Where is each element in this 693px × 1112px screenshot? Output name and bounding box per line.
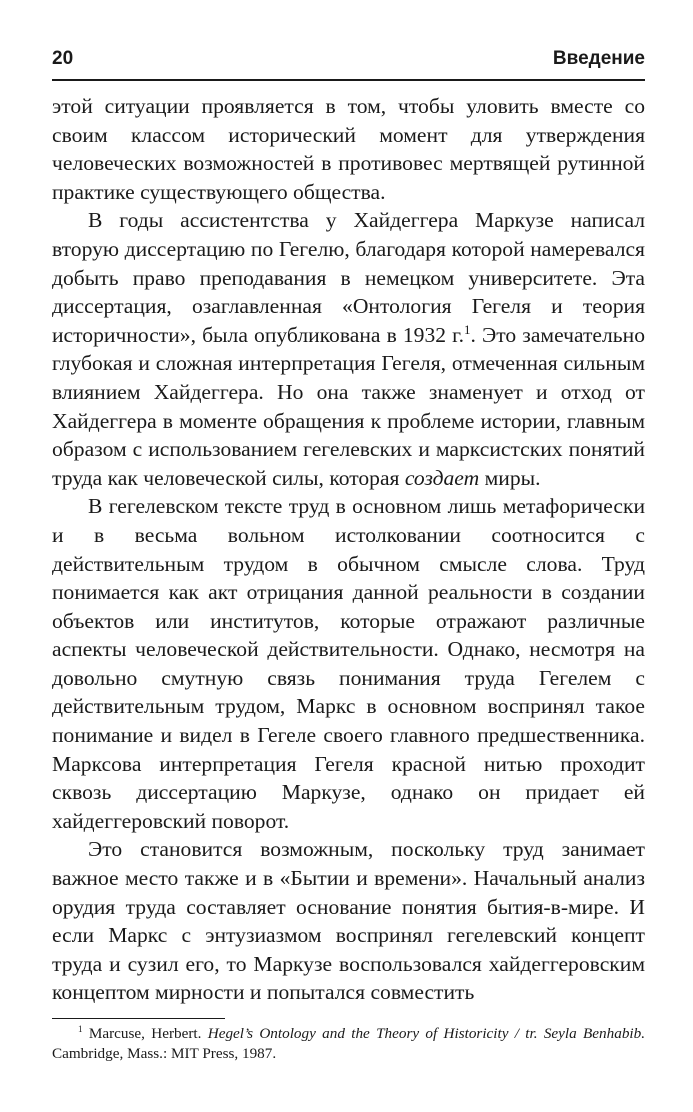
footnote — [52, 1024, 645, 1064]
paragraph-3: В гегелевском тексте труд в основном лишь метафорически и в весьма вольном истолковании соотносится с действительным трудом в обычном смысле слова. Труд понимается как акт отрицания данной реальности в создании объектов или институтов, которые отражают различные аспекты человеческой действительности. Однако, несмотря на довольно смутную связь понимания труда Гегелем с действительным трудом, Маркс в основном воспринял такое понимание и видел в Гегеле своего главного предшественника. Марксова интерпретация Гегеля красной нитью проходит сквозь диссертацию Маркузе, однако он придает ей хайдеггеровский поворот. — [52, 494, 645, 833]
paragraph-2-part-b: . Это замечательно глубокая и сложная интерпретация Гегеля, отмеченная сильным влиянием Хайдеггера. Но она также знаменует и отход от Хайдеггера в моменте обращения к проблеме истории, главным образом с использованием гегелевских и марксистских понятий труда как человеческой силы, которая — [52, 322, 645, 490]
footnote-author: Marcuse, Herbert. — [88, 1025, 202, 1042]
emphasis-word: создает — [404, 465, 480, 490]
paragraph-2-part-c: миры. — [479, 465, 541, 490]
footnote-mark: 1 — [78, 1023, 83, 1034]
paragraph-1: этой ситуации проявляется в том, чтобы уловить вместе со своим классом исторический момент для утверждения человеческих возможностей в противовес мертвящей рутинной практике существующего общества. — [52, 94, 645, 204]
running-title: Введение — [552, 48, 645, 69]
paragraph-4: Это становится возможным, поскольку труд занимает важное место также и в «Бытии и времени». Начальный анализ орудия труда составляет основание понятия бытия-в-мире. И если Маркс с энтузиазмом воспринял гегелевский концепт труда и сузил его, то Маркузе воспользовался хайдеггеровским концептом мирности и попытался совместить — [52, 837, 645, 1005]
page-number: 20 — [52, 48, 74, 69]
footnote-imprint: Cambridge, Mass.: MIT Press, 1987. — [52, 1045, 277, 1062]
paragraph-2-part-a: В годы ассистентства у Хайдеггера Маркузе написал вторую диссертацию по Гегелю, благодаря которой намеревался добыть право преподавания в немецком университете. Эта диссертация, озаглавленная «Онтология Гегеля и теория историчности», была опубликована в 1932 г. — [52, 208, 645, 347]
footnote-title: Hegel’s Ontology and the Theory of Historicity / tr. Seyla Benhabib. — [207, 1025, 646, 1042]
main-text — [52, 92, 645, 1007]
footnote-rule — [52, 1018, 225, 1019]
running-header — [52, 48, 645, 76]
paragraph-2 — [52, 206, 645, 492]
footnote-reference: 1 — [464, 321, 471, 337]
header-rule — [52, 79, 645, 81]
